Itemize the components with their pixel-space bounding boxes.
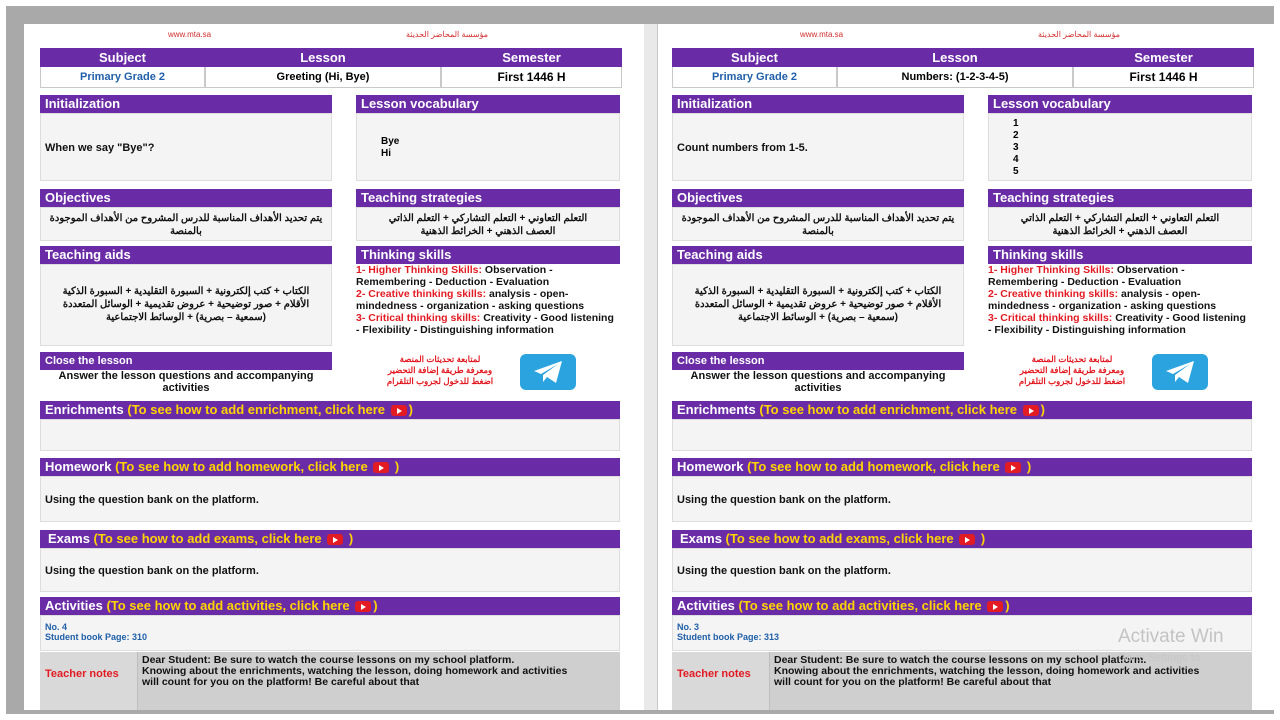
semester-label: Semester (441, 48, 622, 67)
lesson-label: Lesson (837, 48, 1073, 67)
telegram-icon[interactable] (1152, 354, 1208, 390)
enrichments-bar (672, 401, 1252, 419)
slide-frame (6, 6, 1274, 714)
exams-text: Using the question bank on the platform. (45, 565, 259, 577)
org-name: مؤسسة المحاضر الحديثة (406, 30, 489, 39)
page-divider (642, 24, 658, 710)
teacher-notes-text: Dear Student: Be sure to watch the course lessons on my school platform. Knowing about the enrichments, watching the lesson, doing homework and activities will count for you on the platform! Be careful about that (142, 654, 568, 688)
telegram-promo-text[interactable]: لمتابعة تحديثات المنصة ومعرفة طريقة إضافة التحضير اضغط للدخول لجروب التلقرام (1018, 354, 1126, 386)
exams-box (40, 548, 620, 592)
initialization-title: Initialization (672, 95, 964, 113)
site-url[interactable]: www.mta.sa (800, 30, 844, 39)
telegram-icon[interactable] (520, 354, 576, 390)
teaching-aids-text: الكتاب + كتب إلكترونية + السبورة التقليدية + السبورة الذكية الأقلام + صور توضيحية + عروض تقديمية + الوسائل المتعددة (سمعية – بصرية) + الوسائط الاجتماعية (694, 286, 942, 323)
activity-number: No. 3 (677, 622, 700, 632)
subject-value: Primary Grade 2 (40, 67, 205, 88)
homework-text: Using the question bank on the platform. (45, 494, 259, 506)
vocabulary-item: 2 (1013, 130, 1019, 141)
enrichments-bar (40, 401, 620, 419)
objectives-box (40, 207, 332, 241)
objectives-text: يتم تحديد الأهداف المناسبة للدرس المشروح من الأهداف الموجودة بالمنصة (49, 213, 323, 237)
objectives-box (672, 207, 964, 241)
close-lesson-title: Close the lesson (40, 352, 332, 370)
telegram-promo-text[interactable]: لمتابعة تحديثات المنصة ومعرفة طريقة إضافة التحضير اضغط للدخول لجروب التلقرام (386, 354, 494, 386)
enrichments-title: Enrichments (677, 402, 756, 417)
exams-bar (672, 530, 1252, 548)
teaching-aids-box (40, 264, 332, 346)
thinking-skills-text: 1- Higher Thinking Skills: Observation - Remembering - Deduction - Evaluation 2- Creative thinking skills: analysis - open-mindedness - organization - asking questions 3- Critical thinking skills: Creativity - Good listening - Flexibility - Distinguishing information (988, 264, 1246, 336)
homework-text: Using the question bank on the platform. (677, 494, 891, 506)
strategies-title: Teaching strategies (988, 189, 1252, 207)
vocabulary-title: Lesson vocabulary (356, 95, 620, 113)
objectives-text: يتم تحديد الأهداف المناسبة للدرس المشروح من الأهداف الموجودة بالمنصة (681, 213, 955, 237)
teacher-notes-text: Dear Student: Be sure to watch the course lessons on my school platform. Knowing about the enrichments, watching the lesson, doing homework and activities will count for you on the platform! Be careful about that (774, 654, 1200, 688)
homework-link[interactable]: (To see how to add homework, click here ) (115, 459, 400, 474)
initialization-box (672, 113, 964, 181)
youtube-icon[interactable] (1005, 462, 1021, 473)
homework-title: Homework (45, 459, 112, 474)
exams-link[interactable]: (To see how to add exams, click here ) (93, 531, 354, 546)
org-name: مؤسسة المحاضر الحديثة (1038, 30, 1121, 39)
initialization-text: When we say "Bye"? (45, 142, 155, 154)
activities-title: Activities (677, 598, 735, 613)
vocabulary-item: Hi (381, 148, 391, 159)
student-book-page: Student book Page: 310 (45, 632, 148, 642)
vocabulary-list (381, 136, 399, 160)
homework-bar (40, 458, 620, 476)
youtube-icon[interactable] (1023, 405, 1039, 416)
homework-link[interactable]: (To see how to add homework, click here ) (747, 459, 1032, 474)
slide-content (24, 24, 1268, 710)
enrichments-link[interactable]: (To see how to add enrichment, click here ) (759, 402, 1045, 417)
strategies-title: Teaching strategies (356, 189, 620, 207)
subject-label: Subject (672, 48, 837, 67)
activate-windows-watermark: Activate Win (1118, 626, 1224, 647)
activate-windows-subtext: Go to Settings to (1118, 652, 1200, 664)
initialization-text: Count numbers from 1-5. (677, 142, 808, 154)
activities-link[interactable]: (To see how to add activities, click here ) (738, 598, 1010, 613)
lesson-plan-page-2 (668, 24, 1276, 710)
exams-title: Exams (680, 531, 722, 546)
vocabulary-item: 4 (1013, 154, 1019, 165)
lesson-value: Greeting (Hi, Bye) (205, 67, 441, 88)
enrichments-title: Enrichments (45, 402, 124, 417)
thinking-skills-text: 1- Higher Thinking Skills: Observation - Remembering - Deduction - Evaluation 2- Creative thinking skills: analysis - open-mindedness - organization - asking questions 3- Critical thinking skills: Creativity - Good listening - Flexibility - Distinguishing information (356, 264, 614, 336)
vocabulary-item: Bye (381, 136, 400, 147)
semester-value: First 1446 H (1073, 67, 1254, 88)
initialization-title: Initialization (40, 95, 332, 113)
youtube-icon[interactable] (959, 534, 975, 545)
activities-title: Activities (45, 598, 103, 613)
activities-text (45, 622, 147, 642)
semester-value: First 1446 H (441, 67, 622, 88)
activities-link[interactable]: (To see how to add activities, click here ) (106, 598, 378, 613)
strategies-box (356, 207, 620, 241)
close-lesson-title: Close the lesson (672, 352, 964, 370)
exams-text: Using the question bank on the platform. (677, 565, 891, 577)
lesson-label: Lesson (205, 48, 441, 67)
header-table (672, 48, 1254, 92)
youtube-icon[interactable] (391, 405, 407, 416)
student-book-page: Student book Page: 313 (677, 632, 780, 642)
subject-label: Subject (40, 48, 205, 67)
strategies-text: التعلم التعاوني + التعلم التشاركي + التعلم الذاتي العصف الذهني + الخرائط الذهنية (388, 213, 588, 237)
teaching-aids-text: الكتاب + كتب إلكترونية + السبورة التقليدية + السبورة الذكية الأقلام + صور توضيحية + عروض تقديمية + الوسائل المتعددة (سمعية – بصرية) + الوسائط الاجتماعية (62, 286, 310, 323)
initialization-box (40, 113, 332, 181)
youtube-icon[interactable] (327, 534, 343, 545)
teacher-notes-box (40, 652, 620, 710)
activities-box (40, 615, 620, 651)
objectives-title: Objectives (672, 189, 964, 207)
teaching-aids-box (672, 264, 964, 346)
teaching-aids-title: Teaching aids (672, 246, 964, 264)
close-lesson-text: Answer the lesson questions and accompanying activities (58, 370, 314, 394)
lesson-value: Numbers: (1-2-3-4-5) (837, 67, 1073, 88)
strategies-text: التعلم التعاوني + التعلم التشاركي + التعلم الذاتي العصف الذهني + الخرائط الذهنية (1020, 213, 1220, 237)
objectives-title: Objectives (40, 189, 332, 207)
vocabulary-item: 3 (1013, 142, 1019, 153)
vocabulary-list (1013, 118, 1019, 178)
subject-value: Primary Grade 2 (672, 67, 837, 88)
vocabulary-box (356, 113, 620, 181)
exams-link[interactable]: (To see how to add exams, click here ) (725, 531, 986, 546)
close-lesson-text: Answer the lesson questions and accompanying activities (690, 370, 946, 394)
thinking-skills-title: Thinking skills (356, 246, 620, 264)
exams-box (672, 548, 1252, 592)
semester-label: Semester (1073, 48, 1254, 67)
activities-text (677, 622, 779, 642)
activity-number: No. 4 (45, 622, 68, 632)
teacher-notes-label: Teacher notes (45, 668, 119, 680)
homework-box (672, 476, 1252, 522)
activities-bar (40, 597, 620, 615)
homework-bar (672, 458, 1252, 476)
homework-box (40, 476, 620, 522)
teacher-notes-label: Teacher notes (677, 668, 751, 680)
lesson-plan-page-1 (36, 24, 644, 710)
vocabulary-box (988, 113, 1252, 181)
vocabulary-item: 1 (1013, 118, 1019, 129)
teaching-aids-title: Teaching aids (40, 246, 332, 264)
enrichments-box (40, 419, 620, 451)
strategies-box (988, 207, 1252, 241)
youtube-icon[interactable] (355, 601, 371, 612)
header-table (40, 48, 622, 92)
youtube-icon[interactable] (987, 601, 1003, 612)
exams-title: Exams (48, 531, 90, 546)
activities-bar (672, 597, 1252, 615)
thinking-skills-title: Thinking skills (988, 246, 1252, 264)
homework-title: Homework (677, 459, 744, 474)
vocabulary-title: Lesson vocabulary (988, 95, 1252, 113)
enrichments-box (672, 419, 1252, 451)
youtube-icon[interactable] (373, 462, 389, 473)
site-url[interactable]: www.mta.sa (168, 30, 212, 39)
exams-bar (40, 530, 620, 548)
vocabulary-item: 5 (1013, 166, 1019, 177)
enrichments-link[interactable]: (To see how to add enrichment, click here ) (127, 402, 413, 417)
